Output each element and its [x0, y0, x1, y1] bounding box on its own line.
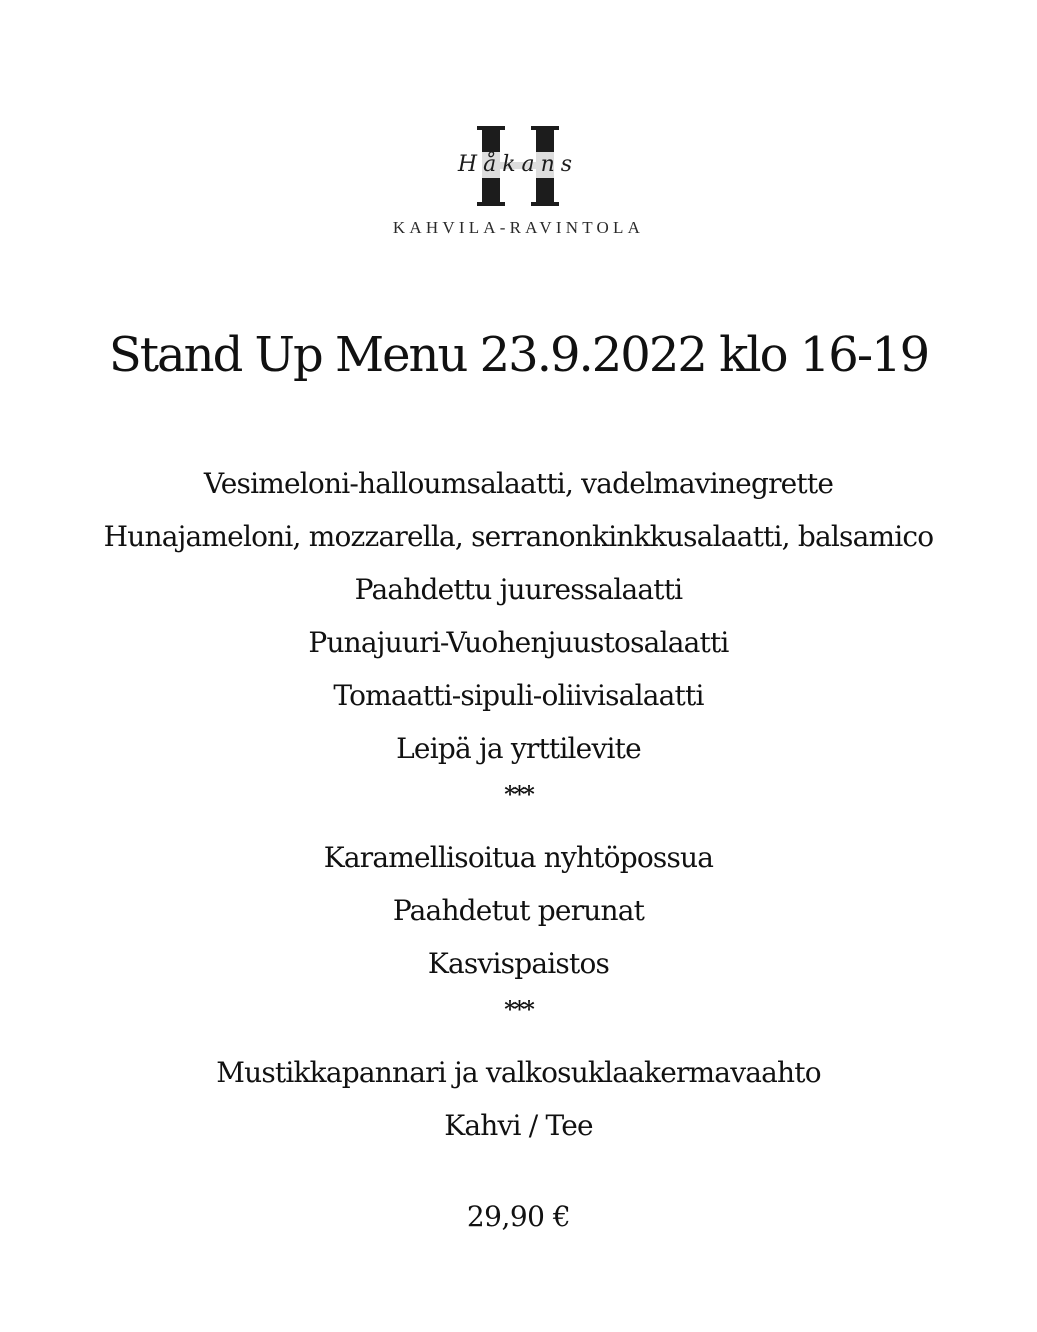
- logo-subtitle: KAHVILA-RAVINTOLA: [392, 218, 645, 237]
- menu-price: 29,90 €: [466, 1200, 571, 1233]
- menu-item: Paahdettu juuressalaatti: [354, 573, 683, 606]
- menu-item: Punajuuri-Vuohenjuustosalaatti: [308, 626, 729, 659]
- section-separator: ***: [504, 782, 533, 808]
- menu-item: Leipä ja yrttilevite: [396, 732, 641, 765]
- menu-item: Tomaatti-sipuli-oliivisalaatti: [333, 679, 704, 712]
- logo: [0, 118, 1037, 248]
- menu-item: Mustikkapannari ja valkosuklaakermavaahto: [216, 1056, 821, 1089]
- logo-script-text: Håkans: [457, 152, 579, 177]
- hakans-logo-mark: [428, 124, 608, 208]
- menu-item: Karamellisoitua nyhtöpossua: [323, 841, 714, 874]
- menu-title: Stand Up Menu 23.9.2022 klo 16-19: [108, 327, 929, 383]
- menu-item: Hunajameloni, mozzarella, serranonkinkkusalaatti, balsamico: [103, 520, 934, 553]
- menu-item: Paahdetut perunat: [392, 894, 645, 927]
- section-separator: ***: [504, 997, 533, 1023]
- menu-item: Vesimeloni-halloumsalaatti, vadelmavinegrette: [203, 467, 834, 500]
- menu-item: Kahvi / Tee: [444, 1109, 593, 1142]
- menu-list: [0, 460, 1037, 1155]
- menu-item: Kasvispaistos: [427, 947, 610, 980]
